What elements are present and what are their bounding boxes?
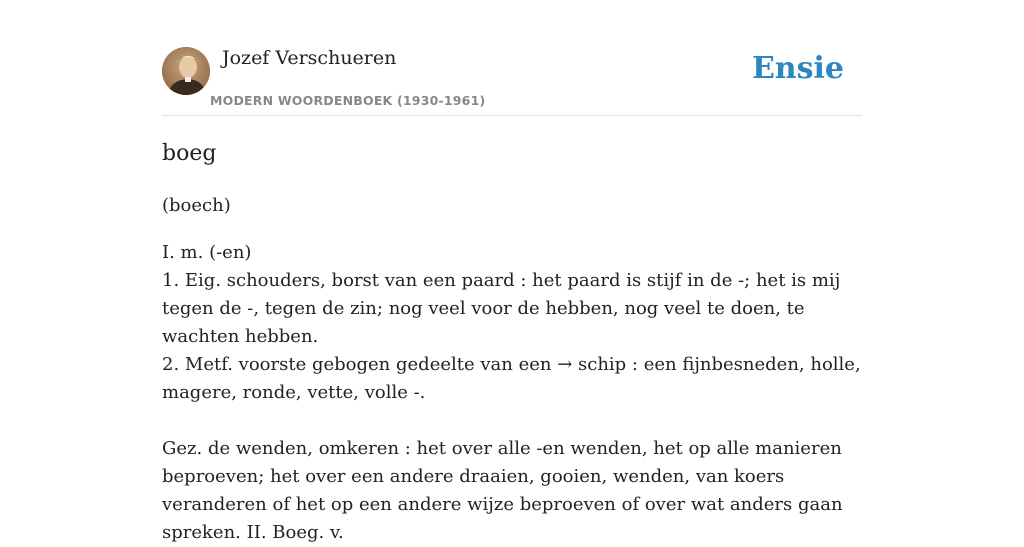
expressions: Gez. de wenden, omkeren : het over alle -en wenden, het op alle manieren beproeven; het over een andere draaien, gooien, wenden, van koers veranderen of het op een andere wijze beproeven of over wat anders gaan spreken. II. Boeg. v. xyxy=(162,438,843,543)
definition-body xyxy=(162,239,866,547)
source-label[interactable]: MODERN WOORDENBOEK (1930-1961) xyxy=(210,93,486,108)
author-name[interactable]: Jozef Verschueren xyxy=(222,47,397,69)
header-divider xyxy=(162,115,862,116)
definition-2: 2. Metf. voorste gebogen gedeelte van een → schip : een fijnbesneden, holle, magere, ronde, vette, volle -. xyxy=(162,354,861,403)
headword: boeg xyxy=(162,141,217,166)
entry-card xyxy=(162,0,862,543)
brand-logo[interactable]: Ensie xyxy=(751,51,844,86)
paragraph-gap xyxy=(162,407,866,435)
grammar-line: I. m. (-en) xyxy=(162,242,252,263)
portrait-photo-icon xyxy=(162,47,210,95)
author-avatar[interactable] xyxy=(162,47,210,95)
pronunciation: (boech) xyxy=(162,195,231,216)
definition-1: 1. Eig. schouders, borst van een paard : het paard is stijf in de -; het is mij tegen de -, tegen de zin; nog veel voor de hebben, nog veel te doen, te wachten hebben. xyxy=(162,270,841,347)
